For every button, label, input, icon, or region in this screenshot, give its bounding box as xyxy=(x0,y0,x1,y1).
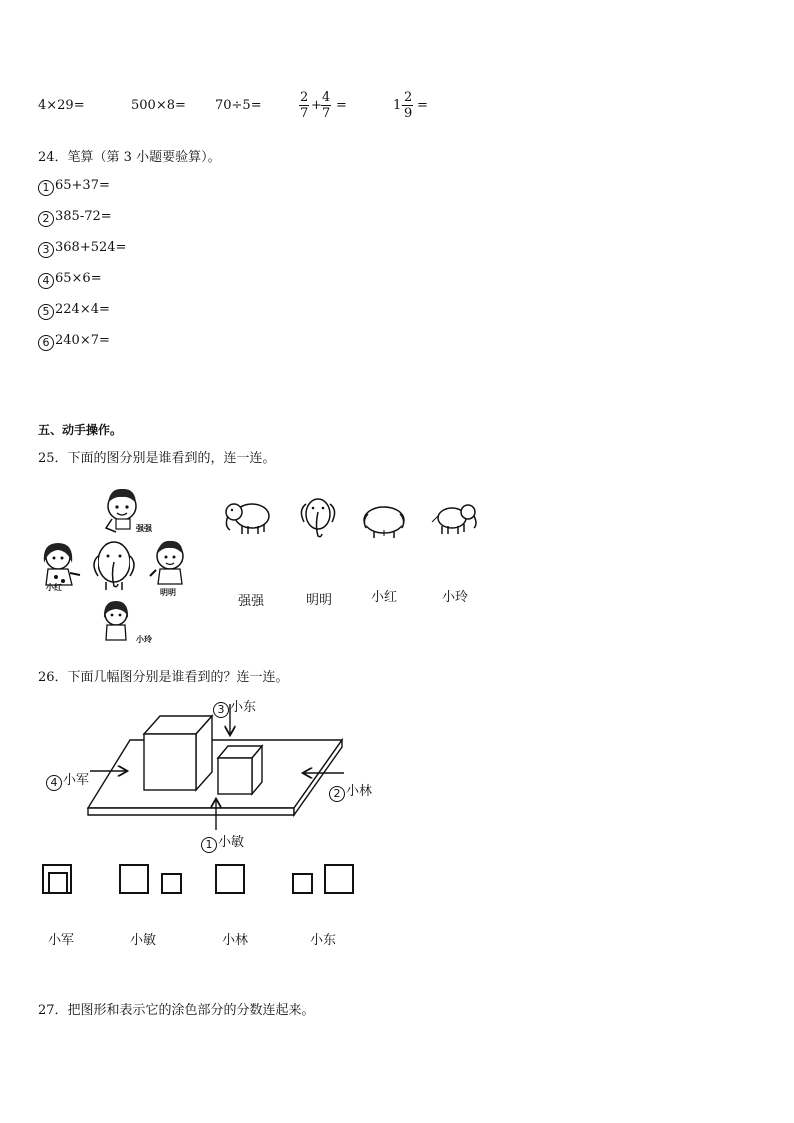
circled-number: 2 xyxy=(38,211,54,227)
view-option-2-large xyxy=(119,864,149,894)
viewer-top xyxy=(213,696,256,718)
kid-qiangqiang-icon xyxy=(106,489,136,532)
q24-item-text: 368+524= xyxy=(55,240,127,255)
circled-number: 3 xyxy=(213,702,229,718)
answer-label-mingming: 明明 xyxy=(306,593,333,608)
q24-item-text: 65×6= xyxy=(55,271,102,286)
q24-item-4 xyxy=(38,271,102,289)
q24-item-5 xyxy=(38,302,110,320)
q24-item-3 xyxy=(38,240,126,258)
elephant-back-view-icon xyxy=(360,500,410,540)
kid-label-xiaohong: 小红 xyxy=(46,583,62,592)
fraction-denominator: 9 xyxy=(404,106,413,121)
view-option-2-small xyxy=(161,873,182,894)
equals-sign: = xyxy=(336,98,347,113)
view-option-4-large xyxy=(324,864,354,894)
fraction-2-7 xyxy=(299,90,309,121)
plus-sign: + xyxy=(311,98,322,113)
q26-title: 26．下面几幅图分别是谁看到的？连一连。 xyxy=(38,670,289,685)
answer-label-xiaoling: 小玲 xyxy=(442,590,469,605)
kids-around-elephant-illustration xyxy=(40,482,200,652)
circled-number: 5 xyxy=(38,304,54,320)
fraction-denominator: 7 xyxy=(322,106,331,121)
q24-item-text: 65+37= xyxy=(55,178,110,193)
oral-item-2: 500×8= xyxy=(131,98,186,113)
q26-answer-xiaolin: 小林 xyxy=(222,933,249,948)
kid-label-mingming: 明明 xyxy=(160,588,176,597)
circled-number: 4 xyxy=(38,273,54,289)
circled-number: 1 xyxy=(201,837,217,853)
viewer-name: 小林 xyxy=(346,784,373,799)
answer-label-xiaohong: 小红 xyxy=(371,590,398,605)
view-option-4-small xyxy=(292,873,313,894)
kid-label-xiaoling: 小玲 xyxy=(136,635,152,644)
view-option-3 xyxy=(215,864,245,894)
fraction-denominator: 7 xyxy=(300,106,309,121)
q24-item-text: 224×4= xyxy=(55,302,110,317)
fraction-4-7 xyxy=(321,90,331,121)
q24-item-2 xyxy=(38,209,112,227)
circled-number: 3 xyxy=(38,242,54,258)
fraction-numerator: 2 xyxy=(300,90,309,105)
fraction-numerator: 4 xyxy=(322,90,331,105)
viewer-right xyxy=(329,780,372,802)
viewer-name: 小军 xyxy=(63,773,90,788)
q26-answer-xiaojun: 小军 xyxy=(48,933,75,948)
kid-mingming-icon xyxy=(150,541,183,584)
q24-title: 24．笔算（第 3 小题要验算）。 xyxy=(38,150,221,165)
view-option-1-inner xyxy=(48,872,68,894)
kid-label-qiangqiang: 强强 xyxy=(136,524,152,533)
circled-number: 1 xyxy=(38,180,54,196)
fraction-2-9 xyxy=(403,90,413,121)
elephant-front-view-icon xyxy=(296,494,340,542)
q26-answer-xiaomin: 小敏 xyxy=(130,933,157,948)
fraction-numerator: 2 xyxy=(404,90,413,105)
viewer-name: 小东 xyxy=(230,700,257,715)
circled-number: 2 xyxy=(329,786,345,802)
oral-item-4: 1- xyxy=(393,98,406,113)
oral-item-3: 70÷5= xyxy=(215,98,262,113)
elephant-center-icon xyxy=(94,542,134,590)
kid-xiaoling-icon xyxy=(104,601,128,640)
q25-title: 25．下面的图分别是谁看到的，连一连。 xyxy=(38,451,276,466)
equals-sign: = xyxy=(417,98,428,113)
oral-item-1: 4×29= xyxy=(38,98,85,113)
elephant-side-view-left-icon xyxy=(222,496,274,538)
q24-item-text: 240×7= xyxy=(55,333,110,348)
q24-item-text: 385-72= xyxy=(55,209,112,224)
section-title: 五、动手操作。 xyxy=(38,423,123,437)
q27-title: 27．把图形和表示它的涂色部分的分数连起来。 xyxy=(38,1003,315,1018)
viewer-name: 小敏 xyxy=(218,835,245,850)
q24-item-6 xyxy=(38,333,110,351)
q24-item-1 xyxy=(38,178,110,196)
circled-number: 6 xyxy=(38,335,54,351)
answer-label-qiangqiang: 强强 xyxy=(238,594,265,609)
viewer-bottom xyxy=(201,831,244,853)
kid-xiaohong-icon xyxy=(44,543,80,585)
viewer-left xyxy=(46,769,89,791)
q26-answer-xiaodong: 小东 xyxy=(310,933,337,948)
circled-number: 4 xyxy=(46,775,62,791)
elephant-side-view-right-icon xyxy=(430,498,480,540)
